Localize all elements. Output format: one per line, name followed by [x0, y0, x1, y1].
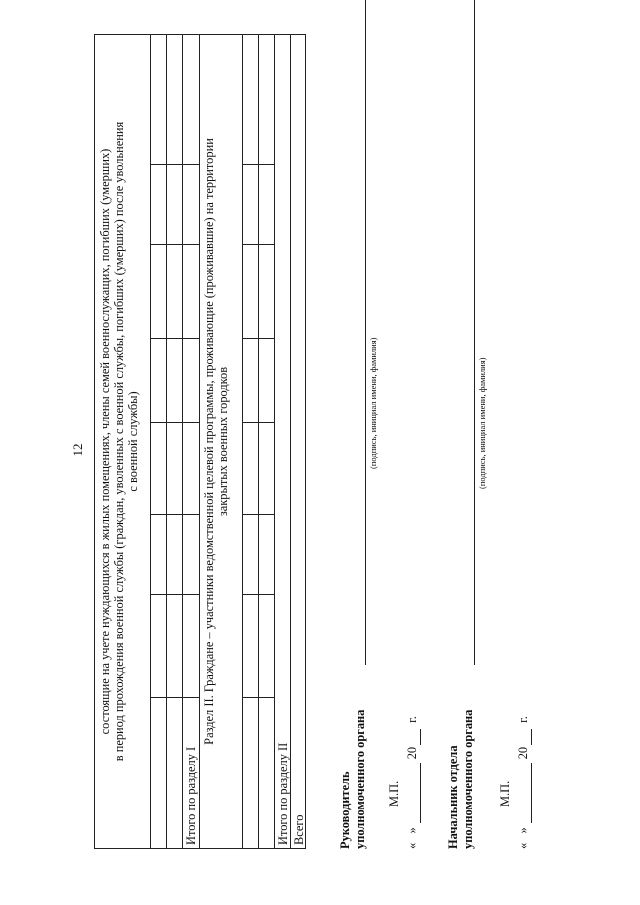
table-row: [167, 35, 183, 848]
signature-1-date: [405, 716, 421, 849]
table-cell-divider: [183, 164, 199, 165]
table-row: [259, 35, 275, 848]
table-cell-divider: [243, 338, 258, 339]
table-cell-divider: [259, 244, 274, 245]
grand-total-row: [291, 35, 307, 848]
signature-1-title-line-2: уполномоченного органа: [353, 709, 367, 849]
section-2-line-1: Раздел II. Граждане – участники ведомственной целевой программы, проживающие (проживавшие) на территории: [202, 138, 216, 745]
section-2-header: [200, 35, 243, 848]
year-prefix: 20: [516, 746, 530, 760]
year-prefix: 20: [405, 746, 419, 760]
total-section-2-label: Итого по разделу II: [276, 742, 290, 845]
total-section-1-label: Итого по разделу I: [184, 746, 198, 845]
year-suffix: г.: [516, 716, 530, 723]
table-cell-divider: [243, 422, 258, 423]
table-cell-divider: [259, 697, 274, 698]
signature-1-title: [338, 710, 368, 849]
date-close-quote: »: [516, 827, 530, 834]
table-cell-divider: [259, 594, 274, 595]
signature-2-title-line-1: Начальник отдела: [446, 745, 460, 849]
year-suffix: г.: [405, 716, 419, 723]
table-cell-divider: [183, 422, 199, 423]
table-cell-divider: [183, 514, 199, 515]
header-line-1: состоящие на учете нуждающихся в жилых помещениях, члены семей военнослужащих, погибших (умерших): [98, 148, 112, 735]
date-open-quote: «: [405, 842, 419, 849]
total-section-1-row: [183, 35, 200, 848]
signature-2-title: [446, 710, 476, 849]
signature-1-title-line-1: Руководитель: [338, 771, 352, 849]
page-number: 12: [70, 443, 85, 457]
signature-1-caption: (подпись, инициал имени, фамилия): [368, 337, 378, 469]
report-table: [94, 34, 306, 849]
year-blank: [516, 729, 532, 745]
signature-2-stamp-mark: М.П.: [498, 780, 512, 807]
table-cell-divider: [151, 514, 166, 515]
table-cell-divider: [259, 422, 274, 423]
signature-2-date: [516, 716, 532, 849]
table-cell-divider: [167, 514, 182, 515]
signature-1-line: [365, 0, 366, 665]
table-cell-divider: [243, 244, 258, 245]
signature-2-title-line-2: уполномоченного органа: [461, 709, 475, 849]
grand-total-label: Всего: [292, 814, 306, 845]
table-cell-divider: [243, 697, 258, 698]
year-blank: [405, 729, 421, 745]
table-cell-divider: [151, 594, 166, 595]
table-cell-divider: [167, 594, 182, 595]
table-cell-divider: [151, 244, 166, 245]
signature-1-stamp-mark: М.П.: [387, 780, 401, 807]
table-cell-divider: [151, 422, 166, 423]
table-cell-divider: [151, 164, 166, 165]
section-2-line-2: закрытых военных городков: [216, 366, 230, 517]
month-blank: [405, 763, 421, 823]
header-line-3: с военной службы): [126, 391, 140, 492]
table-cell-divider: [167, 338, 182, 339]
table-row: [243, 35, 259, 848]
table-row: [151, 35, 167, 848]
table-cell-divider: [243, 514, 258, 515]
table-cell-divider: [259, 164, 274, 165]
table-cell-divider: [243, 164, 258, 165]
table-cell-divider: [243, 594, 258, 595]
month-blank: [516, 763, 532, 823]
date-close-quote: »: [405, 827, 419, 834]
table-header: [95, 35, 151, 848]
signature-2-caption: (подпись, инициал имени, фамилия): [477, 357, 487, 489]
table-cell-divider: [167, 422, 182, 423]
table-cell-divider: [183, 244, 199, 245]
table-cell-divider: [151, 338, 166, 339]
table-cell-divider: [167, 697, 182, 698]
table-cell-divider: [183, 594, 199, 595]
table-cell-divider: [167, 164, 182, 165]
table-cell-divider: [259, 514, 274, 515]
total-section-2-row: [275, 35, 291, 848]
header-line-2: в период прохождения военной службы (граждан, уволенных с военной службы, погибших (умерших) после увольнения: [112, 121, 126, 762]
table-cell-divider: [183, 338, 199, 339]
table-cell-divider: [259, 338, 274, 339]
signature-2-line: [474, 0, 475, 665]
date-open-quote: «: [516, 842, 530, 849]
table-cell-divider: [167, 244, 182, 245]
table-cell-divider: [183, 697, 199, 698]
table-cell-divider: [151, 697, 166, 698]
